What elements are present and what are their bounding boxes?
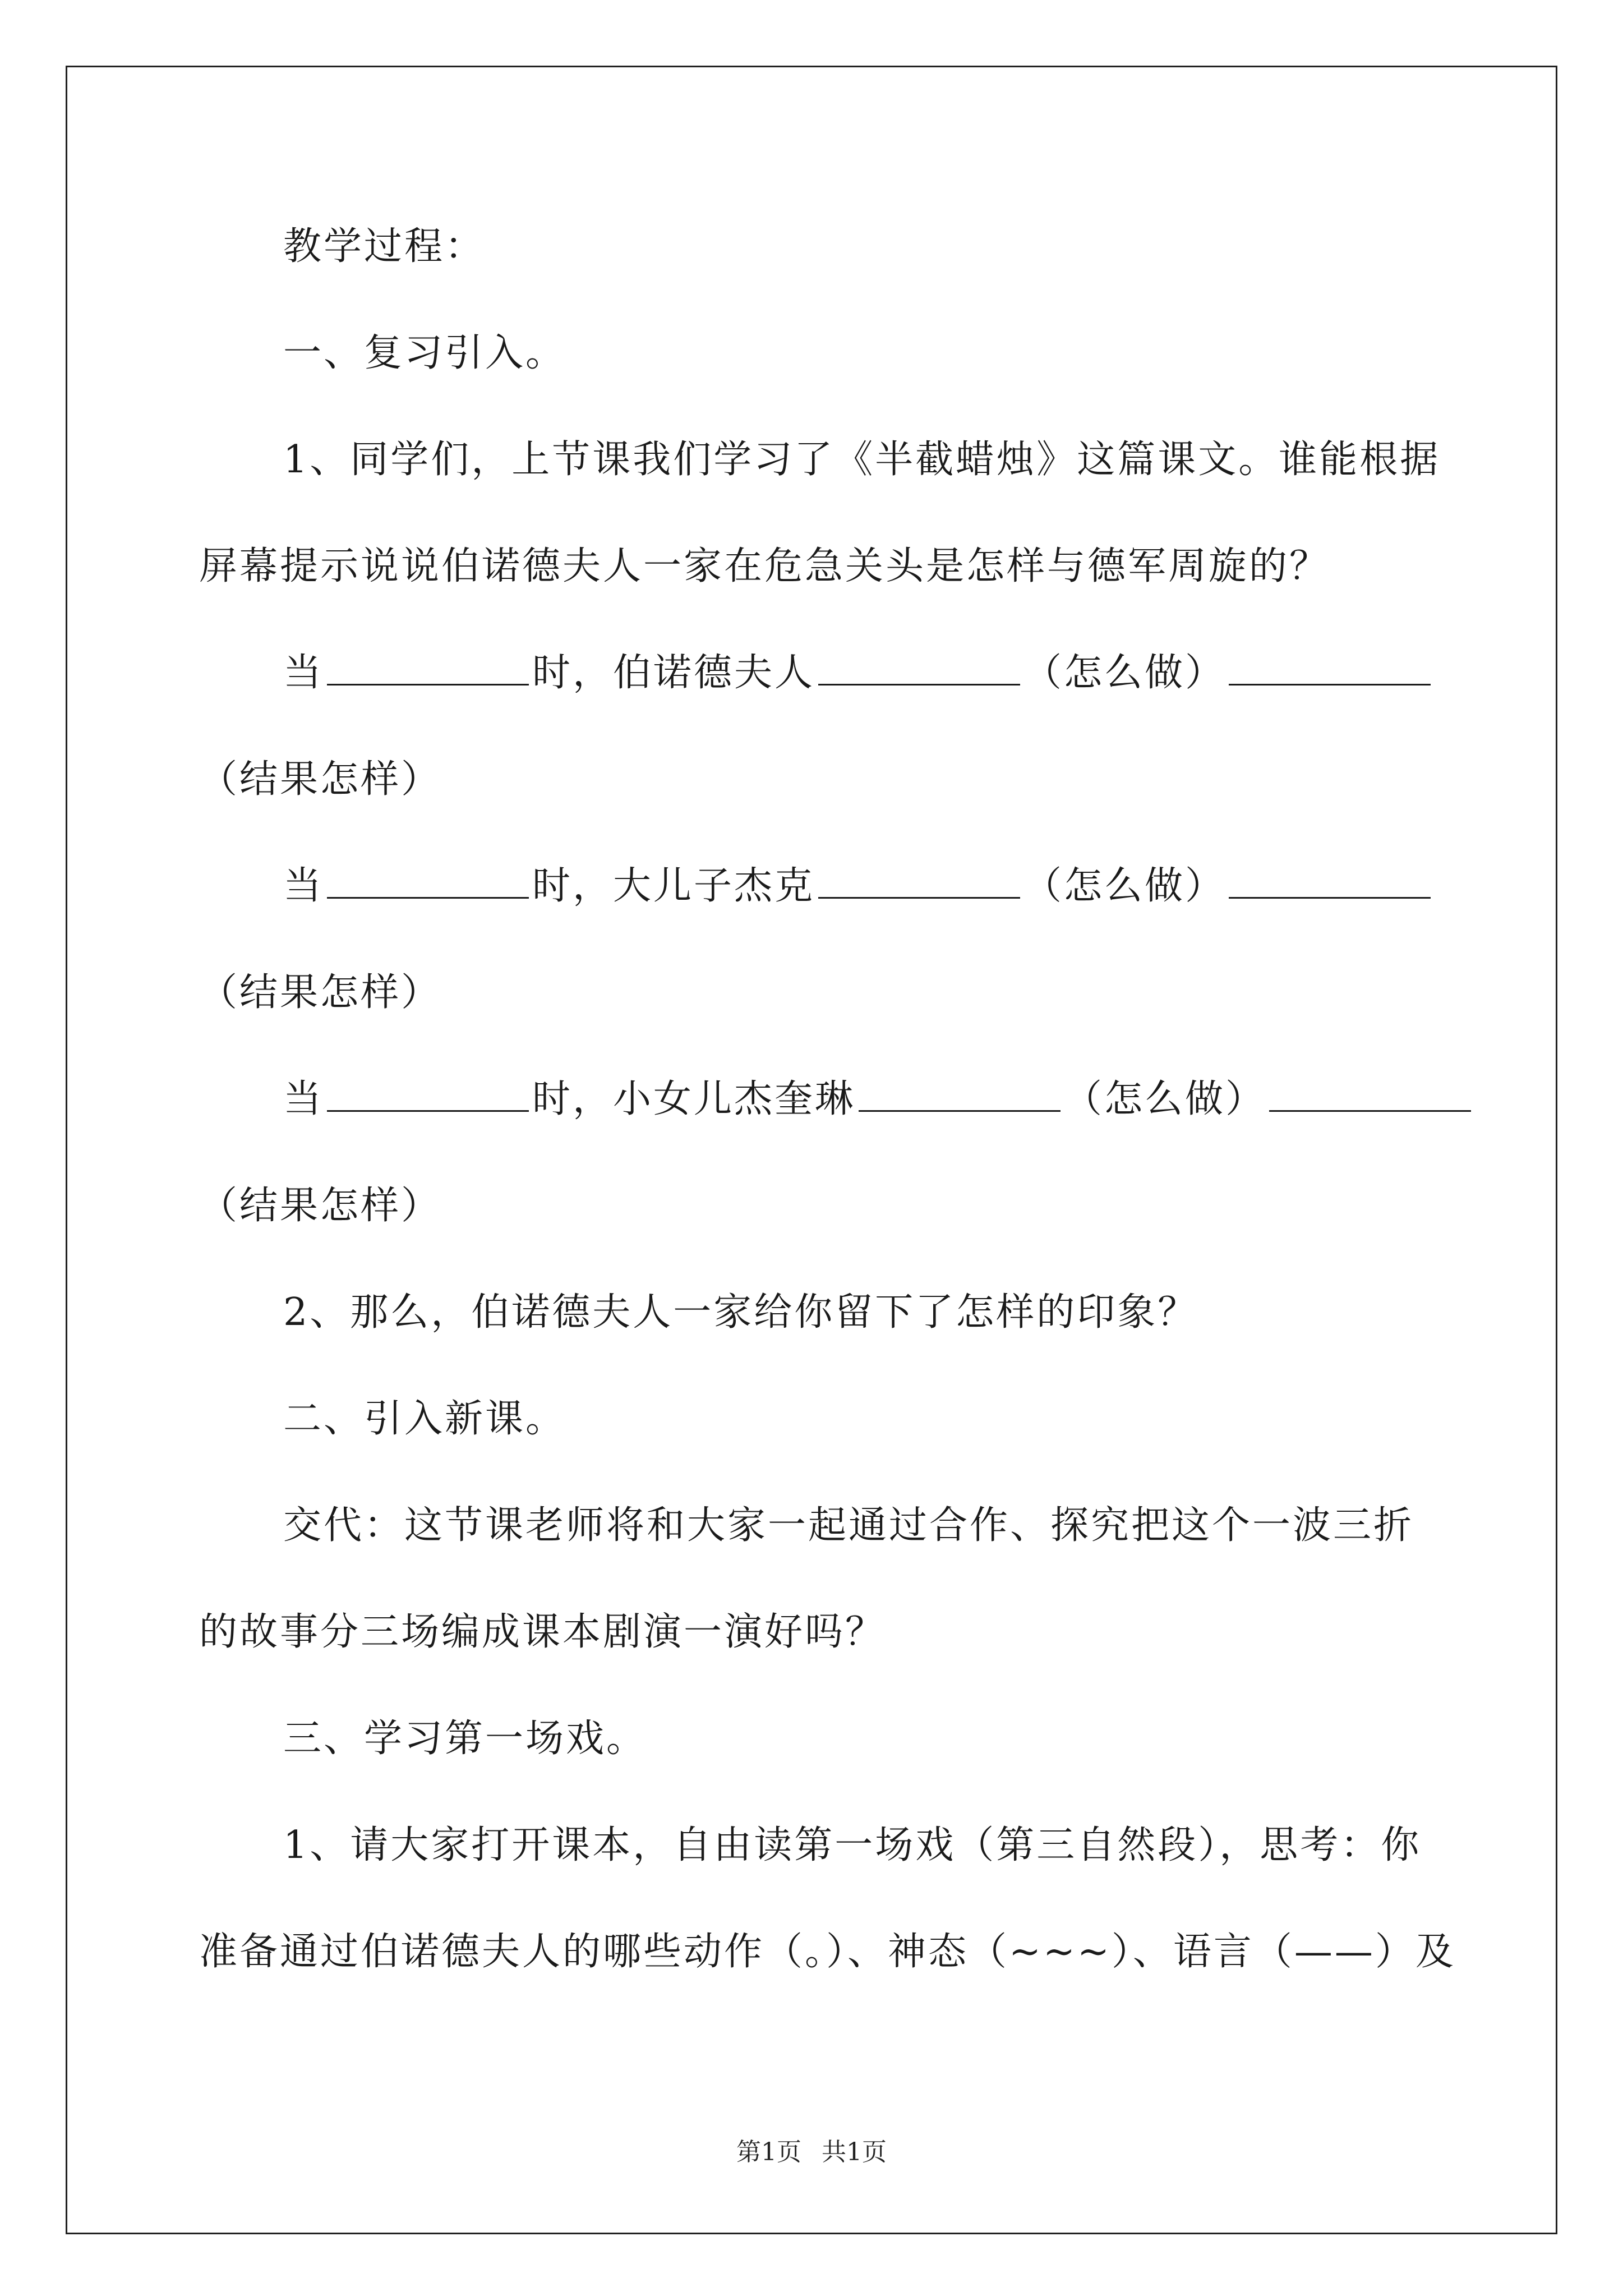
intro-line-2: 的故事分三场编成课本剧演一演好吗？ — [199, 1610, 886, 1654]
page-number: 第1页 — [736, 2138, 801, 2166]
document-body — [199, 213, 1456, 2025]
fill-row-2 — [199, 853, 1433, 959]
fill-blank — [327, 642, 529, 685]
section-3-title: 三、学习第一场戏。 — [283, 1717, 647, 1761]
section-2-title: 二、引入新课。 — [283, 1397, 566, 1441]
fill-row-1-result: （结果怎样） — [199, 757, 442, 802]
section-1-title: 一、复习引入。 — [283, 331, 566, 375]
intro-line-1: 交代：这节课老师将和大家一起通过合作、探究把这个一波三折 — [283, 1503, 1414, 1548]
heading-teaching-process: 教学过程： — [283, 224, 486, 269]
page-footer — [0, 2132, 1623, 2168]
fill-row-2-prefix: 当 — [283, 864, 324, 908]
task-line-1: 1、请大家打开课本，自由读第一场戏（第三自然段），思考：你 — [283, 1823, 1422, 1867]
question-1-line-2: 屏幕提示说说伯诺德夫人一家在危急关头是怎样与德军周旋的？ — [199, 544, 1330, 588]
fill-blank — [327, 1069, 529, 1112]
fill-row-3 — [199, 1066, 1433, 1172]
fill-blank — [818, 642, 1020, 685]
fill-row-3-how: （怎么做） — [1064, 1077, 1266, 1121]
fill-blank — [1229, 642, 1431, 685]
question-1-line-1: 1、同学们，上节课我们学习了《半截蜡烛》这篇课文。谁能根据 — [283, 438, 1441, 482]
fill-row-2-result: （结果怎样） — [199, 970, 442, 1015]
fill-row-1-mid: 时，伯诺德夫人 — [532, 651, 815, 695]
fill-row-3-prefix: 当 — [283, 1077, 324, 1121]
fill-blank — [1229, 855, 1431, 899]
fill-blank — [327, 855, 529, 899]
fill-row-1-how: （怎么做） — [1023, 651, 1226, 695]
fill-row-2-how: （怎么做） — [1023, 864, 1226, 908]
fill-blank — [1269, 1069, 1471, 1112]
question-2: 2、那么，伯诺德夫人一家给你留下了怎样的印象？ — [283, 1290, 1198, 1335]
fill-blank — [818, 855, 1020, 899]
fill-row-2-mid: 时，大儿子杰克 — [532, 864, 815, 908]
page-total: 共1页 — [822, 2138, 887, 2166]
fill-row-1 — [199, 639, 1433, 746]
fill-row-3-result: （结果怎样） — [199, 1184, 442, 1228]
fill-blank — [859, 1069, 1061, 1112]
task-line-2: 准备通过伯诺德夫人的哪些动作（。）、神态（~~~）、语言（——）及 — [199, 1930, 1456, 1974]
fill-row-3-mid: 时，小女儿杰奎琳 — [532, 1077, 856, 1121]
fill-row-1-prefix: 当 — [283, 651, 324, 695]
